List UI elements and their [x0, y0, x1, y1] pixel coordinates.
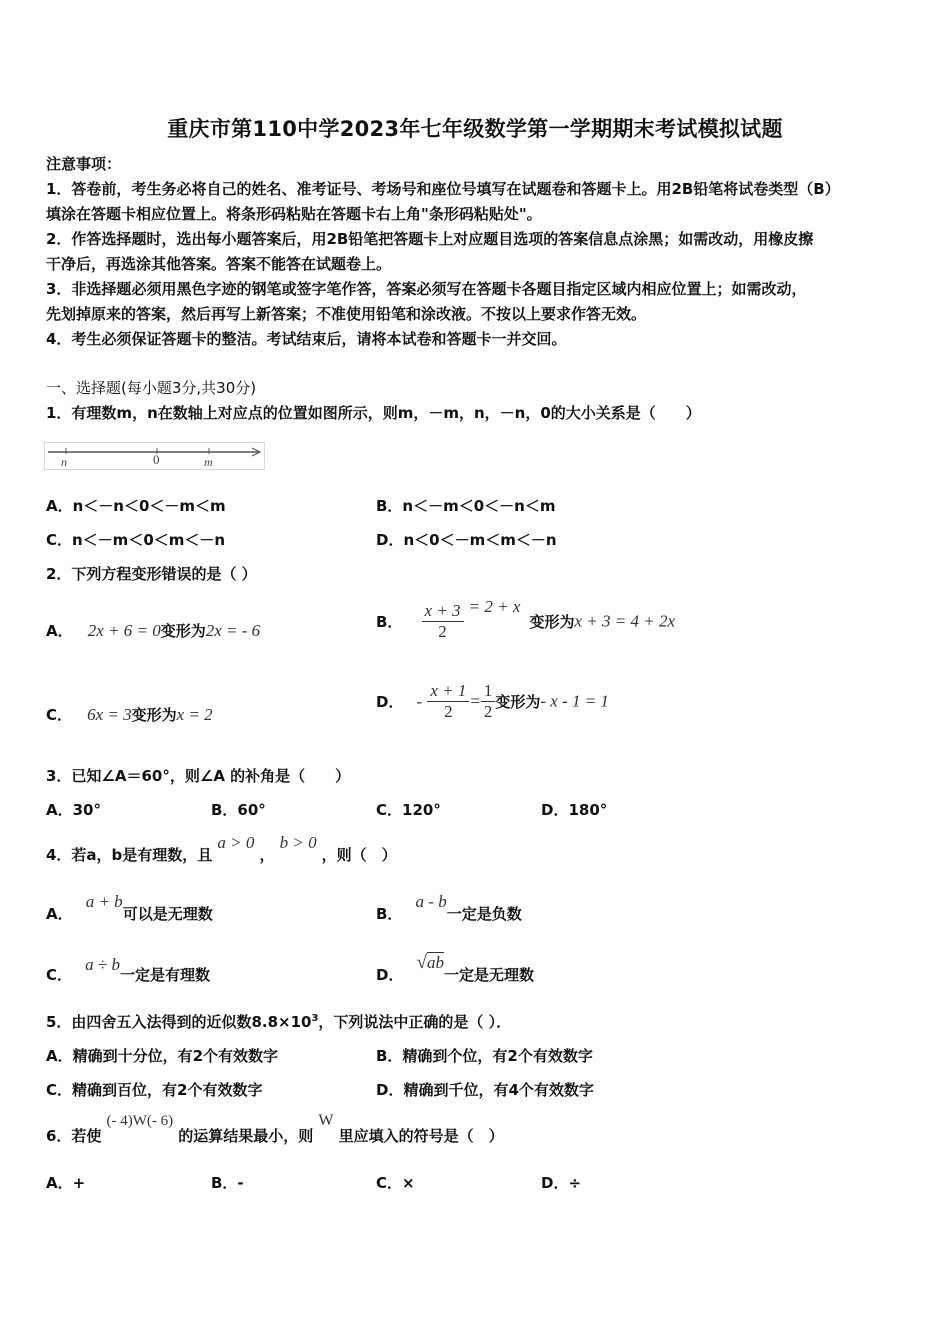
- transform-word: 变形为: [495, 693, 541, 711]
- label-m: m: [204, 455, 213, 469]
- q6-option-a[interactable]: A．+: [46, 1174, 86, 1192]
- fraction: [481, 681, 496, 722]
- number-line-figure: [44, 442, 266, 470]
- equation: 2x + 6 = 0: [87, 621, 161, 640]
- placeholder-symbol: W: [318, 1112, 334, 1129]
- notice-line: 4．考生必须保证答题卡的整洁。考试结束后，请将本试卷和答题卡一并交回。: [46, 330, 567, 348]
- notice-line: 填涂在答题卡相应位置上。将条形码粘贴在答题卡右上角"条形码粘贴处"。: [46, 205, 542, 223]
- q4-option-c[interactable]: [46, 955, 210, 985]
- expression: a + b: [85, 892, 123, 911]
- q4-option-b[interactable]: [376, 892, 522, 924]
- page-title: 重庆市第110中学2023年七年级数学第一学期期末考试模拟试题: [167, 117, 783, 141]
- equation: 6x = 3: [87, 705, 132, 724]
- option-label: C．: [46, 706, 73, 724]
- q3-option-c[interactable]: C．120°: [376, 801, 441, 819]
- numerator: 1: [481, 681, 496, 702]
- q5-option-a[interactable]: A．精确到十分位，有2个有效数字: [46, 1047, 279, 1065]
- stem-text: 的运算结果最小，则: [178, 1127, 314, 1145]
- radical-sign: √: [416, 952, 427, 973]
- q2-option-c[interactable]: [46, 704, 213, 725]
- condition: b > 0: [279, 833, 317, 852]
- label-n: n: [61, 455, 67, 469]
- q1-option-a[interactable]: A．n＜－n＜0＜－m＜m: [46, 497, 226, 515]
- q3-option-a[interactable]: A．30°: [46, 801, 101, 819]
- q2-option-a[interactable]: [46, 620, 260, 641]
- option-label: D．: [376, 966, 404, 984]
- equation-rest: = 2 + x: [468, 597, 521, 616]
- q6-option-d[interactable]: D．÷: [541, 1174, 582, 1192]
- numerator: x + 3: [422, 601, 464, 622]
- q2-option-b[interactable]: [376, 597, 675, 642]
- q3-option-b[interactable]: B．60°: [211, 801, 266, 819]
- denominator: 2: [444, 702, 453, 721]
- option-label: A．: [46, 905, 73, 923]
- option-text: 可以是无理数: [122, 905, 213, 923]
- fraction: [422, 601, 464, 642]
- transform-word: 变形为: [160, 622, 206, 640]
- stem-text: 4．若a，b是有理数，且: [46, 846, 213, 864]
- stem-text: ，下列说法中正确的是（ ）．: [318, 1013, 512, 1031]
- question-2-stem: 2．下列方程变形错误的是（ ）: [46, 565, 257, 583]
- q6-option-b[interactable]: B．-: [211, 1174, 244, 1192]
- equals-sign: =: [469, 691, 481, 711]
- numerator: x + 1: [427, 681, 469, 702]
- option-text: 一定是无理数: [443, 966, 534, 984]
- q3-option-d[interactable]: D．180°: [541, 801, 608, 819]
- q5-option-b[interactable]: B．精确到个位，有2个有效数字: [376, 1047, 593, 1065]
- equation: 2x = - 6: [205, 621, 261, 640]
- expression: a - b: [415, 892, 447, 911]
- expression: a ÷ b: [85, 955, 120, 974]
- denominator: 2: [483, 702, 493, 721]
- notice-line: 3．非选择题必须用黑色字迹的钢笔或签字笔作答，答案必须写在答题卡各题目指定区域内相应位置上；如需改动，: [46, 280, 807, 298]
- notice-line: 1．答卷前，考生务必将自己的姓名、准考证号、考场号和座位号填写在试题卷和答题卡上。用2B铅笔将试卷类型（B）: [46, 180, 840, 198]
- option-label: A．: [46, 622, 73, 640]
- fraction: [427, 681, 469, 722]
- transform-word: 变形为: [529, 613, 575, 631]
- exponent: 3: [311, 1013, 319, 1024]
- comma: ，: [259, 846, 275, 864]
- q2-option-d[interactable]: [376, 681, 609, 722]
- condition: a > 0: [217, 833, 255, 852]
- expression: (- 4)W(- 6): [106, 1113, 174, 1129]
- q4-option-d[interactable]: [376, 952, 534, 985]
- q6-option-c[interactable]: C．×: [376, 1174, 415, 1192]
- question-1-stem: 1．有理数m，n在数轴上对应点的位置如图所示，则m，－m，n，－n，0的大小关系是（ ）: [46, 404, 701, 422]
- label-zero: 0: [153, 452, 160, 467]
- question-5-stem: [46, 1011, 511, 1032]
- q1-option-c[interactable]: C．n＜－m＜0＜m＜－n: [46, 531, 226, 549]
- stem-text: 里应填入的符号是（ ）: [338, 1127, 504, 1145]
- question-6-stem: [46, 1110, 504, 1146]
- stem-text: ，则（ ）: [321, 846, 397, 864]
- radicand: ab: [426, 953, 444, 972]
- transform-word: 变形为: [131, 706, 177, 724]
- q5-option-c[interactable]: C．精确到百位，有2个有效数字: [46, 1081, 263, 1099]
- q4-option-a[interactable]: [46, 892, 213, 924]
- option-label: B．: [376, 905, 403, 923]
- q1-option-d[interactable]: D．n＜0＜－m＜m＜－n: [376, 531, 557, 549]
- equation: x = 2: [176, 705, 213, 724]
- q5-option-d[interactable]: D．精确到千位，有4个有效数字: [376, 1081, 594, 1099]
- question-3-stem: 3．已知∠A＝60°，则∠A 的补角是（ ）: [46, 767, 351, 785]
- stem-text: 6．若使: [46, 1127, 102, 1145]
- denominator: 2: [438, 622, 447, 641]
- option-label: C．: [46, 966, 73, 984]
- stem-text: 5．由四舍五入法得到的近似数8.8×10: [46, 1013, 312, 1031]
- notice-heading: 注意事项：: [46, 155, 122, 173]
- option-text: 一定是有理数: [119, 966, 210, 984]
- option-text: 一定是负数: [446, 905, 522, 923]
- notice-line: 先划掉原来的答案，然后再写上新答案；不准使用铅笔和涂改液。不按以上要求作答无效。: [46, 305, 647, 323]
- minus-sign: -: [416, 691, 423, 711]
- option-label: B．: [376, 613, 403, 631]
- q1-option-b[interactable]: B．n＜－m＜0＜－n＜m: [376, 497, 556, 515]
- equation: - x - 1 = 1: [540, 691, 609, 711]
- notice-line: 2．作答选择题时，选出每小题答案后，用2B铅笔把答题卡上对应题目选项的答案信息点涂黑；如需改动，用橡皮擦: [46, 230, 814, 248]
- equation: x + 3 = 4 + 2x: [574, 611, 676, 631]
- option-label: D．: [376, 693, 404, 711]
- section-heading: 一、选择题(每小题3分,共30分): [46, 379, 257, 397]
- notice-line: 干净后，再选涂其他答案。答案不能答在试题卷上。: [46, 255, 392, 273]
- question-4-stem: [46, 833, 397, 865]
